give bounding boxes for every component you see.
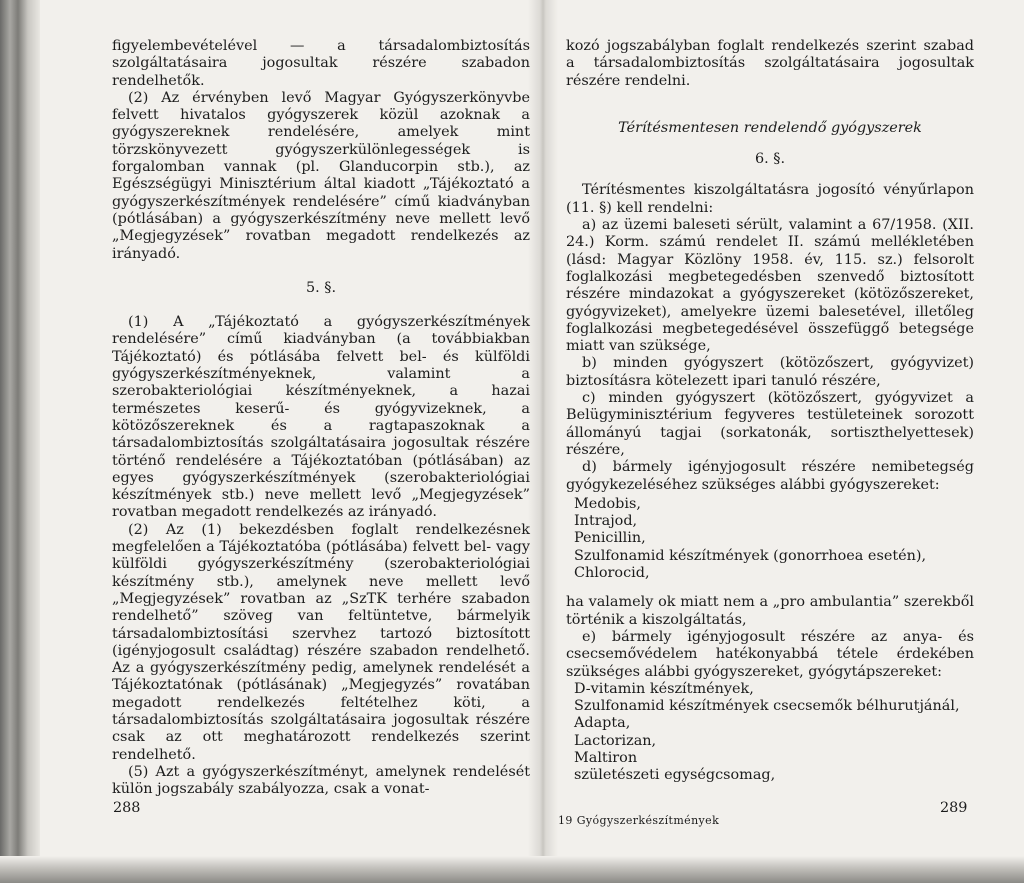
paragraph: Térítésmentes kiszolgáltatásra jogosító vényűrlapon (11. §) kell rendelni:: [566, 182, 974, 216]
paragraph: figyelembevételével — a társadalombiztosítás szolgáltatásaira jogosultak részére szabadon rendelhetők.: [112, 38, 530, 89]
page-number-right: 289: [940, 800, 968, 816]
printer-signature: 19 Gyógyszerkészítmények: [558, 814, 720, 827]
drug-name: születészeti egységcsomag,: [574, 767, 776, 784]
drug-name: Szulfonamid készítmények csecsemők bélhurutjánál,: [574, 698, 960, 715]
drug-list-d: [566, 496, 974, 582]
paragraph: ha valamely ok miatt nem a „pro ambulantia” szerekből történik a kiszolgáltatás,: [566, 594, 974, 628]
drug-name: Szulfonamid készítmények (gonorrhoea esetén),: [574, 547, 927, 564]
list-item: d) bármely igényjogosult részére nemibetegség gyógykezeléséhez szükséges alábbi gyógyszereket:: [566, 459, 974, 493]
drug-name: Adapta,: [574, 715, 631, 732]
book-binding-shadow: [0, 0, 40, 883]
list-item: a) az üzemi baleseti sérült, valamint a 67/1958. (XII. 24.) Korm. számú rendelet II. számú mellékletében (lásd: Magyar Közlöny 1958. év, 115. sz.) felsorolt foglalkozási megbetegedésben szenvedő biztosított részére mindazokat a gyógyszereket (kötözőszereket, gyógyvizeket), amelyekre üzemi balesetével, illetőleg foglalkozási megbetegedésével összefüggő betegsége miatt van szüksége,: [566, 217, 974, 355]
list-item: c) minden gyógyszert (kötözőszert, gyógyvizet a Belügyminisztérium fegyveres testületeinek sorozott állományú tagjai (sorkatonák, sortiszthelyettesek) részére,: [566, 390, 974, 458]
paragraph: (5) Azt a gyógyszerkészítményt, amelynek rendelését külön jogszabály szabályozza, csak a vonat-: [112, 763, 530, 798]
paragraph: (2) Az (1) bekezdésben foglalt rendelkezésnek megfelelően a Tájékoztatóba (pótlásába) felvett bel- vagy külföldi gyógyszerkészítmény (szerobakteriológiai készítmény stb.), amelynek neve mellett levő „Megjegyzések” rovatban az „SzTK terhére szabadon rendelhető” szöveg van feltüntetve, bármelyik társadalombiztosítási szervhez tartozó biztosított (igényjogosult családtag) részére szabadon rendelhető. Az a gyógyszerkészítmény pedig, amelynek rendelését a Tájékoztatónak (pótlásának) „Megjegyzés” rovatában megadott rendelkezés feltételhez köti, a társadalombiztosítás szolgáltatásaira jogosultak részére csak az ott meghatározott rendelkezés szerint rendelhető.: [112, 521, 530, 763]
book-gutter: [528, 0, 558, 856]
right-page: [566, 38, 974, 785]
section-heading: Térítésmentesen rendelendő gyógyszerek: [618, 119, 922, 136]
drug-name: Lactorizan,: [574, 732, 657, 749]
drug-name: Intrajod,: [574, 513, 638, 530]
paragraph: (2) Az érvényben levő Magyar Gyógyszerkönyvbe felvett hivatalos gyógyszerek közül azoknak a gyógyszereknek rendelésére, amelyek mint törzskönyvezett gyógyszerkülönlegességek is forgalomban vannak (pl. Glanducorpin stb.), az Egészségügyi Minisztérium által kiadott „Tájékoztató a gyógyszerkészítmények rendelésére” című kiadványban (pótlásában) a gyógyszerkészítmény neve mellett levő „Megjegyzések” rovatban megadott rendelkezés az irányadó.: [112, 89, 530, 262]
paragraph: kozó jogszabályban foglalt rendelkezés szerint szabad a társadalombiztosítás szolgáltatásaira jogosultak részére rendelni.: [566, 38, 974, 89]
page-number-left: 288: [113, 800, 141, 816]
list-item: e) bármely igényjogosult részére az anya- és csecsemővédelem hatékonyabbá tétele érdekében szükséges alábbi gyógyszereket, gyógytápszereket:: [566, 628, 974, 680]
drug-name: D-vitamin készítmények,: [574, 680, 754, 697]
drug-name: Penicillin,: [574, 530, 646, 547]
paragraph: (1) A „Tájékoztató a gyógyszerkészítmények rendelésére” című kiadványban (a továbbiakban Tájékoztató) és pótlásába felvett bel- és külföldi gyógyszerkészítményeknek, valamint a szerobakteriológiai készítményeknek, a hazai természetes keserű- és gyógyvizeknek, a kötözőszereknek és a ragtapaszoknak a társadalombiztosítás szolgáltatásaira jogosultak részére történő rendelésére a Tájékoztatóban (pótlásában) az egyes gyógyszerkészítmények (szerobakteriológiai készítmények stb.) neve mellett levő „Megjegyzések” rovatban megadott rendelkezés az irányadó.: [112, 314, 530, 521]
section-number: 5. §.: [305, 279, 337, 296]
drug-name: Medobis,: [574, 495, 641, 512]
drug-name: Chlorocid,: [574, 565, 650, 582]
page-bottom-shadow: [0, 856, 1024, 883]
drug-name: Maltiron: [574, 749, 638, 766]
section-number: 6. §.: [754, 151, 786, 168]
left-page: [112, 38, 530, 798]
drug-list-e: [566, 681, 974, 785]
list-item: b) minden gyógyszert (kötözőszert, gyógyvizet) biztosításra kötelezett ipari tanuló részére,: [566, 355, 974, 389]
